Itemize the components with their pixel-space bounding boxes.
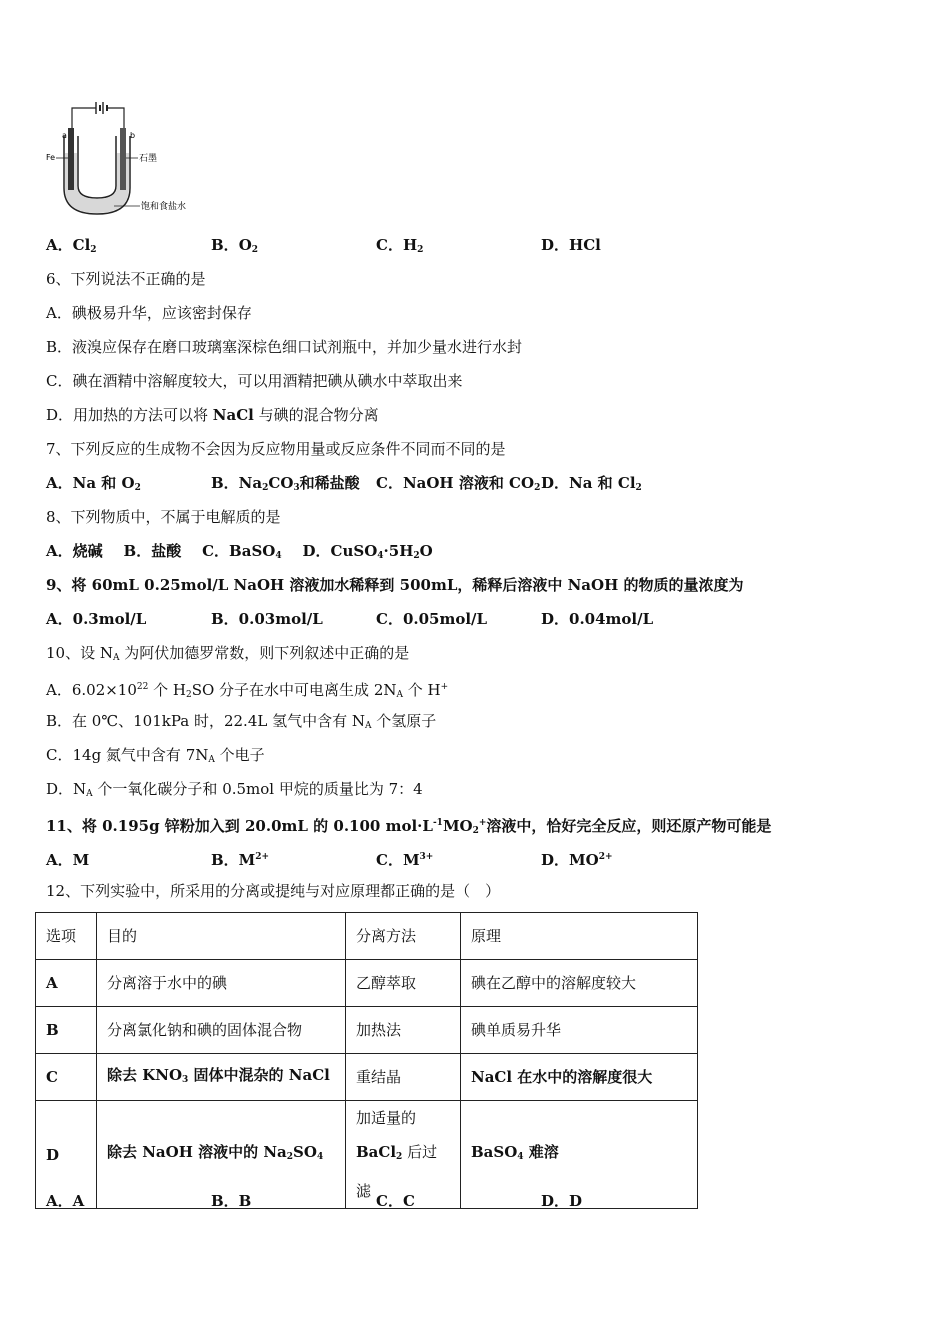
label-a: a <box>62 131 67 140</box>
q12-option-d[interactable]: D．D <box>541 1192 583 1210</box>
q10-option-a[interactable]: A．$6.02\times 10^{22}$ 个 $H_2SO$ 分子在水中可电离生成 $2N_A$ 个 H+ <box>46 681 449 700</box>
q12-option-a[interactable]: A．A <box>46 1192 85 1210</box>
row-method: 加适量的 BaCl$_2$ 后过滤 <box>346 1101 461 1209</box>
q9-stem: 9、将 60mL 0.25mol/L NaOH 溶液加水稀释到 500mL，稀释后溶液中 NaOH 的物质的量浓度为 <box>46 576 744 594</box>
q11-option-c[interactable]: C．$M^{3+}$ <box>376 851 434 869</box>
row-method: 重结晶 <box>346 1054 461 1101</box>
row-option: B <box>36 1007 97 1054</box>
q8-option-d[interactable]: D．$CuSO_4\cdot 5H_2O$ <box>302 542 433 561</box>
q9-option-d[interactable]: D．0.04mol/L <box>541 610 654 628</box>
q6-option-c[interactable]: C．碘在酒精中溶解度较大，可以用酒精把碘从碘水中萃取出来 <box>46 372 463 390</box>
q5-option-a[interactable]: A．$Cl_2$ <box>46 236 97 255</box>
row-purpose: 除去 $KNO_3$ 固体中混杂的 NaCl <box>97 1054 346 1101</box>
q7-option-b[interactable]: B．$Na_2CO_3$和稀盐酸 <box>211 474 360 493</box>
row-option: A <box>36 960 97 1007</box>
q7-option-d[interactable]: D．Na 和 $Cl_2$ <box>541 474 642 493</box>
q9-options <box>46 608 653 630</box>
q11-options <box>46 846 613 868</box>
q7-option-c[interactable]: C．NaOH 溶液和 $CO_2$ <box>376 474 541 493</box>
q8-options <box>46 540 433 562</box>
q12-table <box>35 912 698 1209</box>
q5-option-c[interactable]: C．$H_2$ <box>376 236 424 255</box>
q9-option-c[interactable]: C．0.05mol/L <box>376 610 488 628</box>
table-row <box>36 1054 698 1101</box>
electrolysis-apparatus-figure <box>44 98 194 218</box>
q6-option-a[interactable]: A．碘极易升华，应该密封保存 <box>46 304 252 322</box>
header-option: 选项 <box>36 913 97 960</box>
q12-stem: 12、下列实验中，所采用的分离或提纯与对应原理都正确的是（ ） <box>46 882 501 900</box>
table-row <box>36 1007 698 1054</box>
header-method: 分离方法 <box>346 913 461 960</box>
q11-stem: 11、将 0.195g 锌粉加入到 20.0mL 的 0.100 $mol\cdot L^{-1}MO_2^+$溶液中，恰好完全反应，则还原产物可能是 <box>46 817 772 836</box>
q11-option-d[interactable]: D．$MO^{2+}$ <box>541 851 613 869</box>
q6-option-d[interactable]: D．用加热的方法可以将 NaCl 与碘的混合物分离 <box>46 406 379 424</box>
q8-option-c[interactable]: C．BaSO$_4$ <box>202 542 282 561</box>
label-b: b <box>130 131 136 140</box>
q12-option-b[interactable]: B．B <box>211 1192 252 1210</box>
row-purpose: 分离氯化钠和碘的固体混合物 <box>97 1007 346 1054</box>
row-method: 乙醇萃取 <box>346 960 461 1007</box>
row-principle: 碘在乙醇中的溶解度较大 <box>461 960 698 1007</box>
q7-stem: 7、下列反应的生成物不会因为反应物用量或反应条件不同而不同的是 <box>46 440 506 458</box>
q10-option-c[interactable]: C．14g 氮气中含有 $7N_A$ 个电子 <box>46 746 265 765</box>
row-purpose: 除去 NaOH 溶液中的 $Na_2SO_4$ <box>97 1101 346 1209</box>
label-fe: Fe <box>46 153 56 162</box>
q11-option-b[interactable]: B．$M^{2+}$ <box>211 851 270 869</box>
q6-option-b[interactable]: B．液溴应保存在磨口玻璃塞深棕色细口试剂瓶中，并加少量水进行水封 <box>46 338 523 356</box>
label-brine: 饱和食盐水 <box>141 202 187 212</box>
q5-options <box>46 234 601 256</box>
q9-option-b[interactable]: B．0.03mol/L <box>211 610 323 628</box>
row-principle: NaCl 在水中的溶解度很大 <box>461 1054 698 1101</box>
header-purpose: 目的 <box>97 913 346 960</box>
q12-options <box>46 1190 582 1212</box>
q9-option-a[interactable]: A．0.3mol/L <box>46 610 147 628</box>
header-principle: 原理 <box>461 913 698 960</box>
row-principle: 碘单质易升华 <box>461 1007 698 1054</box>
q8-stem: 8、下列物质中，不属于电解质的是 <box>46 508 281 526</box>
q8-option-a[interactable]: A．烧碱 <box>46 542 103 560</box>
q12-option-c[interactable]: C．C <box>376 1192 415 1210</box>
q8-option-b[interactable]: B．盐酸 <box>123 542 182 560</box>
q7-option-a[interactable]: A．Na 和 $O_2$ <box>46 474 141 493</box>
label-graphite: 石墨 <box>139 154 158 164</box>
q10-stem: 10、设 $N_A$ 为阿伏加德罗常数，则下列叙述中正确的是 <box>46 644 410 663</box>
row-method: 加热法 <box>346 1007 461 1054</box>
q11-option-a[interactable]: A．M <box>46 851 90 869</box>
q10-option-b[interactable]: B．在 0℃、101kPa 时，22.4L 氢气中含有 $N_A$ 个氢原子 <box>46 712 437 731</box>
q7-options <box>46 472 642 494</box>
row-option: C <box>36 1054 97 1101</box>
q10-option-d[interactable]: D．$N_A$ 个一氧化碳分子和 0.5mol 甲烷的质量比为 7：4 <box>46 780 423 799</box>
row-option: D <box>36 1101 97 1209</box>
q6-stem: 6、下列说法不正确的是 <box>46 270 206 288</box>
q5-option-b[interactable]: B．$O_2$ <box>211 236 259 255</box>
q5-option-d[interactable]: D．HCl <box>541 236 601 254</box>
row-principle: BaSO$_4$ 难溶 <box>461 1101 698 1209</box>
table-header-row <box>36 913 698 960</box>
table-row <box>36 960 698 1007</box>
row-purpose: 分离溶于水中的碘 <box>97 960 346 1007</box>
